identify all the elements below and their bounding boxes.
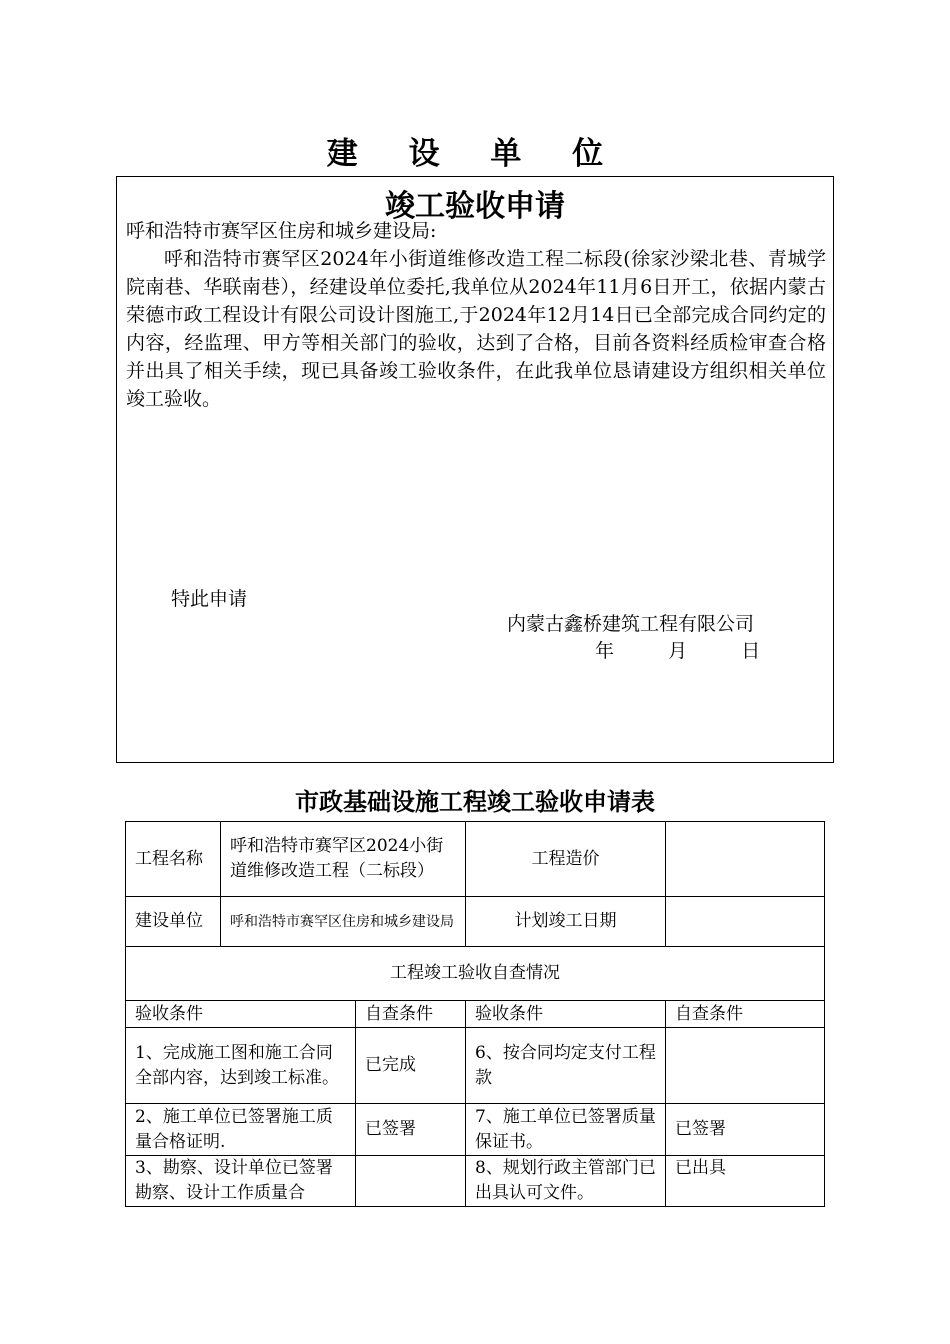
- application-form-table: [125, 821, 825, 1207]
- date-line: [595, 637, 760, 665]
- project-cost-label: 工程造价: [466, 822, 666, 897]
- table-row-1-right-condition: 6、按合同均定支付工程款: [466, 1028, 666, 1104]
- col-header-condition-1: 验收条件: [126, 1001, 356, 1028]
- date-day: 日: [741, 640, 761, 662]
- application-body: 呼和浩特市赛罕区2024年小街道维修改造工程二标段(徐家沙梁北巷、青城学院南巷、华联南巷），经建设单位委托,我单位从2024年11月6日开工，依据内蒙古荣德市政工程设计有限公司设计图施工,于2024年12月14日已全部完成合同约定的内容，经监理、甲方等相关部门的验收，达到了合格，目前各资料经质检审查合格并出具了相关手续，现已具备竣工验收条件，在此我单位恳请建设方组织相关单位竣工验收。: [126, 248, 826, 410]
- table-row-3-left-check: [356, 1156, 466, 1207]
- form-title: 市政基础设施工程竣工验收申请表: [295, 788, 655, 816]
- planned-date-value: [666, 897, 825, 947]
- date-month: 月: [668, 640, 688, 662]
- signoff-text: 特此申请: [171, 588, 248, 610]
- col-header-condition-2: 验收条件: [466, 1001, 666, 1028]
- recipient-line: 呼和浩特市赛罕区住房和城乡建设局:: [126, 220, 437, 242]
- project-name-label: 工程名称: [126, 822, 221, 897]
- builder-value: 呼和浩特市赛罕区住房和城乡建设局: [221, 897, 466, 947]
- table-row-3-left-condition: 3、勘察、设计单位已签署勘察、设计工作质量合: [126, 1156, 356, 1207]
- col-header-check-2: 自查条件: [666, 1001, 825, 1028]
- table-row-2-right-condition: 7、施工单位已签署质量保证书。: [466, 1104, 666, 1156]
- planned-date-label: 计划竣工日期: [466, 897, 666, 947]
- self-check-section-title: 工程竣工验收自查情况: [126, 947, 825, 1001]
- company-name: 内蒙古鑫桥建筑工程有限公司: [507, 613, 755, 635]
- table-row-2-left-condition: 2、施工单位已签署施工质量合格证明.: [126, 1104, 356, 1156]
- table-row-3-right-check: 已出具: [666, 1156, 825, 1207]
- page-heading: 建 设 单 位: [326, 136, 624, 172]
- project-cost-value: [666, 822, 825, 897]
- col-header-check-1: 自查条件: [356, 1001, 466, 1028]
- table-row-2-right-check: 已签署: [666, 1104, 825, 1156]
- table-row-2-left-check: 已签署: [356, 1104, 466, 1156]
- project-name-value: 呼和浩特市赛罕区2024小街道维修改造工程（二标段）: [221, 822, 466, 897]
- table-row-1-right-check: [666, 1028, 825, 1104]
- table-row-1-left-check: 已完成: [356, 1028, 466, 1104]
- table-row-1-left-condition: 1、完成施工图和施工合同全部内容，达到竣工标准。: [126, 1028, 356, 1104]
- builder-label: 建设单位: [126, 897, 221, 947]
- application-title: 竣工验收申请: [385, 189, 565, 224]
- date-year: 年: [595, 640, 615, 662]
- table-row-3-right-condition: 8、规划行政主管部门已出具认可文件。: [466, 1156, 666, 1207]
- application-box: [116, 176, 834, 763]
